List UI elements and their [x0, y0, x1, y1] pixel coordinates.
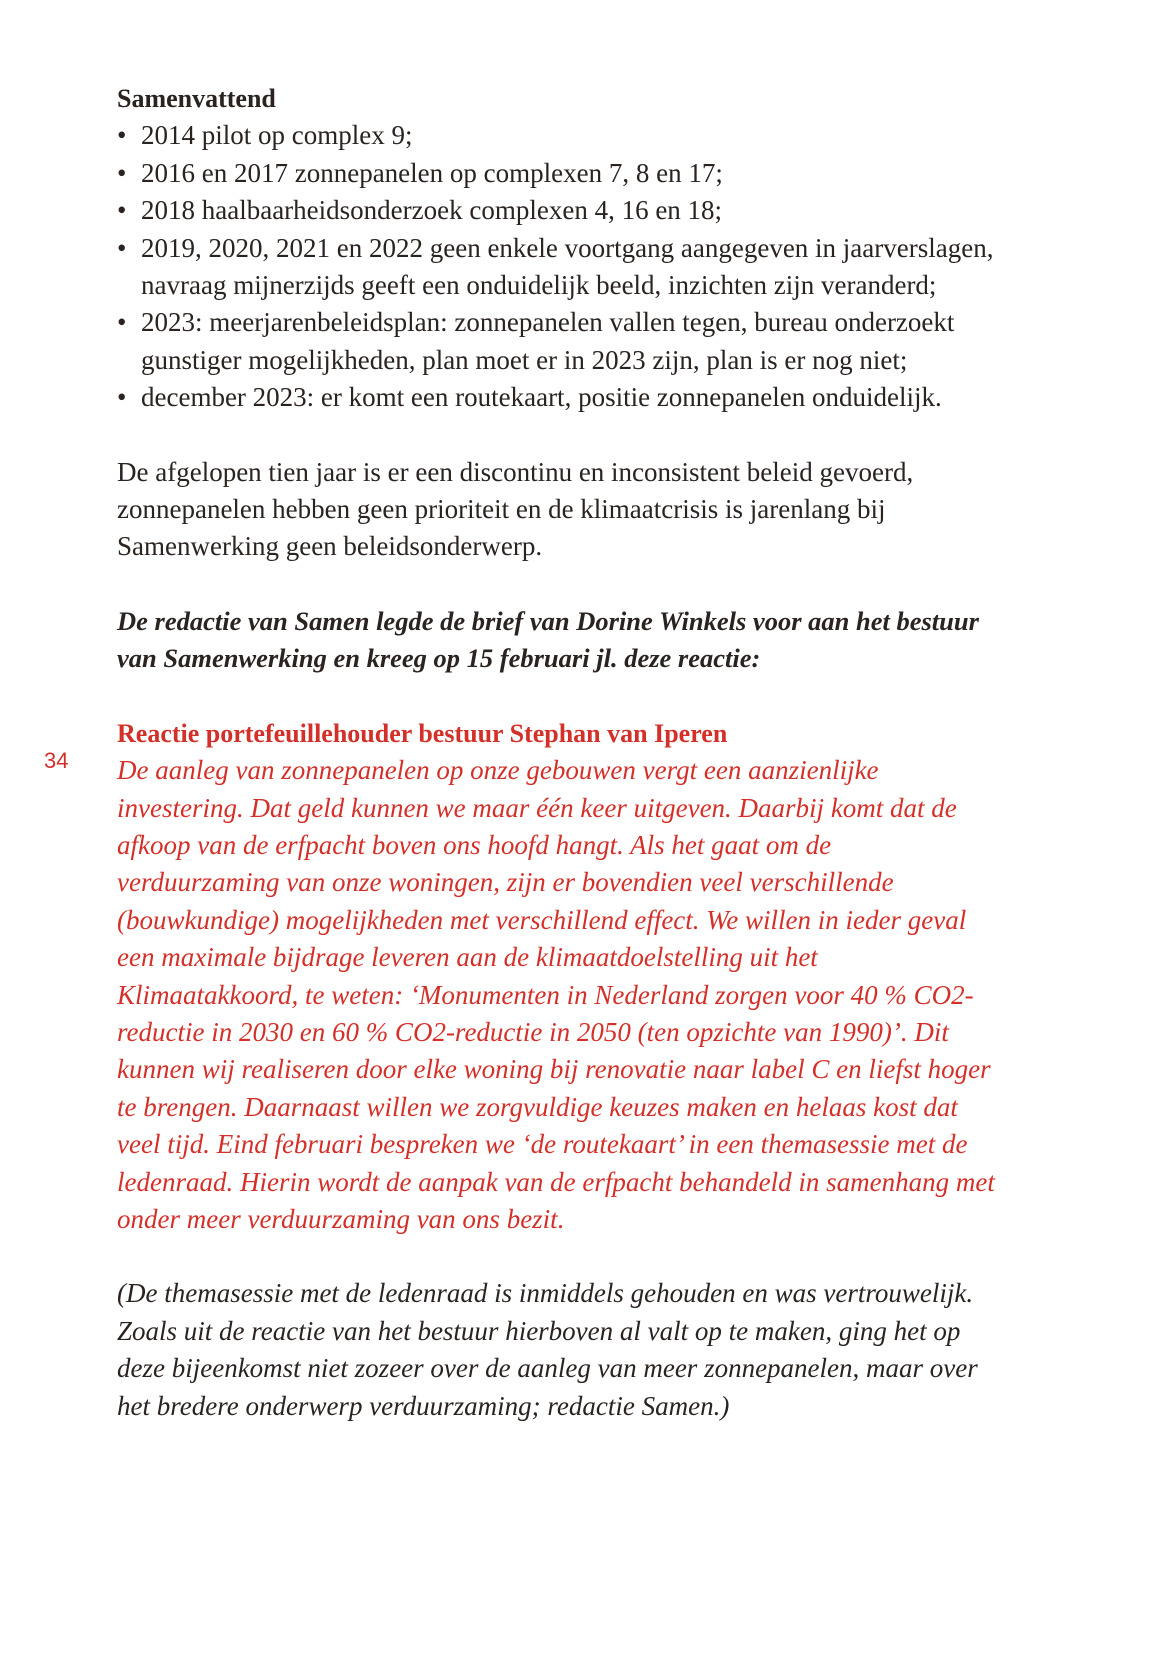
summary-item-text: december 2023: er komt een routekaart, positie zonnepanelen onduidelijk.: [141, 382, 942, 413]
bullet-icon: •: [117, 232, 127, 263]
summary-item-text: 2016 en 2017 zonnepanelen op complexen 7, 8 en 17;: [141, 157, 723, 188]
bullet-icon: •: [117, 382, 127, 413]
summary-item: [117, 304, 997, 379]
page-number: 34: [44, 748, 69, 773]
summary-item: [117, 155, 997, 192]
reaction-text: De aanleg van zonnepanelen op onze gebouwen vergt een aanzienlijke investering. Dat geld kunnen we maar één keer uitgeven. Daarbij komt dat de afkoop van de erfpacht boven ons hoofd hangt. Als het gaat om de verduurzaming van onze woningen, zijn er bovendien veel verschillende (bouwkundige) mogelijkheden met verschillend effect. We willen in ieder geval een maximale bijdrage leveren aan de klimaatdoelstelling uit het Klimaatakkoord, te weten: ‘Monumenten in Nederland zorgen voor 40 % CO2-reductie in 2030 en 60 % CO2-reductie in 2050 (ten opzichte van 1990)’. Dit kunnen wij realiseren door elke woning bij renovatie naar label C en liefst hoger te brengen. Daarnaast willen we zorgvuldige keuzes maken en helaas kost dat veel tijd. Eind februari bespreken we ‘de routekaart’ in een themasessie met de ledenraad. Hierin wordt de aanpak van de erfpacht behandeld in samenhang met onder meer verduurzaming van ons bezit.: [117, 755, 995, 1234]
bullet-icon: •: [117, 120, 127, 151]
conclusion-paragraph: De afgelopen tien jaar is er een discontinu en inconsistent beleid gevoerd, zonnepanelen hebben geen prioriteit en de klimaatcrisis is jarenlang bij Samenwerking geen beleidsonderwerp.: [117, 456, 914, 562]
article-body: [117, 80, 997, 1425]
summary-item: [117, 379, 997, 416]
summary-list: [117, 117, 997, 416]
editor-note: (De themasessie met de ledenraad is inmiddels gehouden en was vertrouwelijk. Zoals uit de reactie van het bestuur hierboven al valt op te maken, ging het op deze bijeenkomst niet zozeer over de aanleg van meer zonnepanelen, maar over het bredere onderwerp verduurzaming; redactie Samen.): [117, 1278, 978, 1421]
reaction-heading: Reactie portefeuillehouder bestuur Stephan van Iperen: [117, 718, 728, 748]
bullet-icon: •: [117, 195, 127, 226]
summary-item-text: 2018 haalbaarheidsonderzoek complexen 4, 16 en 18;: [141, 195, 723, 226]
summary-item-text: 2023: meerjarenbeleidsplan: zonnepanelen vallen tegen, bureau onderzoekt gunstiger mogelijkheden, plan moet er in 2023 zijn, plan is er nog niet;: [141, 307, 955, 375]
summary-heading: Samenvattend: [117, 84, 276, 113]
bullet-icon: •: [117, 157, 127, 188]
summary-item-text: 2014 pilot op complex 9;: [141, 120, 413, 151]
summary-item-text: 2019, 2020, 2021 en 2022 geen enkele voortgang aangegeven in jaarverslagen, navraag mijnerzijds geeft een onduidelijk beeld, inzichten zijn veranderd;: [141, 232, 994, 301]
editorial-intro: De redactie van Samen legde de brief van Dorine Winkels voor aan het bestuur van Samenwerking en kreeg op 15 februari jl. deze reactie:: [117, 605, 979, 674]
summary-item: [117, 230, 997, 305]
bullet-icon: •: [117, 307, 127, 338]
summary-item: [117, 117, 997, 154]
summary-item: [117, 192, 997, 229]
